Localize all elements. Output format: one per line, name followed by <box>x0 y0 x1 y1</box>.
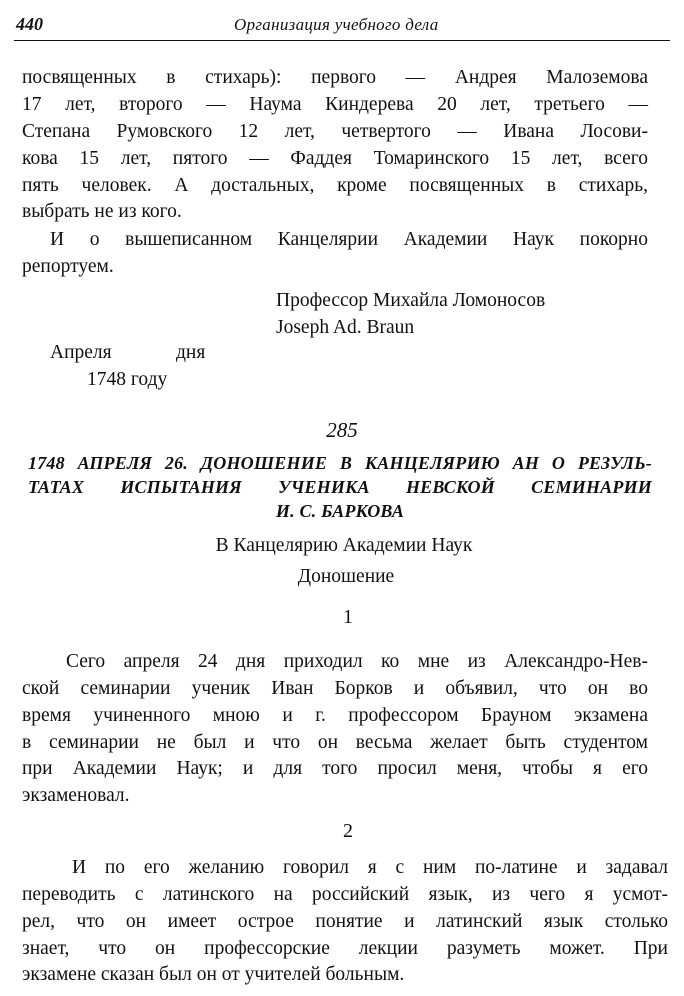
text-line: И по его желанию говорил я с ним по-латине и задавал <box>72 857 668 878</box>
running-header <box>14 10 678 36</box>
section-number: 2 <box>343 820 353 842</box>
text-line: репортуем. <box>22 256 114 277</box>
page-number: 440 <box>16 14 43 34</box>
text-line: переводить с латинского на российский язык, из чего я усмот- <box>22 884 668 905</box>
signature-lomonosov: Профессор Михайла Ломоносов <box>276 290 546 311</box>
document-type: Доношение <box>297 566 395 587</box>
title-line: ТАТАХ ИСПЫТАНИЯ УЧЕНИКА НЕВСКОЙ СЕМИНАРИИ <box>28 477 652 497</box>
addressee: В Канцелярию Академии Наук <box>215 535 473 556</box>
text-line: кова 15 лет, пятого — Фаддея Томаринского 15 лет, всего <box>22 148 648 169</box>
text-line: в семинарии не был и что он весьма желает быть студентом <box>22 732 648 753</box>
text-line: рел, что он имеет острое понятие и латинский язык столько <box>22 911 668 932</box>
text-line: Степана Румовского 12 лет, четвертого — Ивана Лосови- <box>22 121 648 142</box>
text-line: ской семинарии ученик Иван Борков и объявил, что он во <box>22 678 648 699</box>
title-line: 1748 АПРЕЛЯ 26. ДОНОШЕНИЕ В КАНЦЕЛЯРИЮ АН О РЕЗУЛЬ- <box>28 453 652 473</box>
text-line: посвященных в стихарь): первого — Андрея Малоземова <box>22 67 648 88</box>
text-line: выбрать не из кого. <box>22 201 182 222</box>
date-year: 1748 году <box>87 369 168 390</box>
text-line: 17 лет, второго — Наума Киндерева 20 лет, третьего — <box>22 94 648 115</box>
text-line: экзаменовал. <box>22 785 130 806</box>
date-month: Апреля <box>50 342 112 363</box>
text-line: экзамене сказан был он от учителей больным. <box>22 964 405 985</box>
text-line: Сего апреля 24 дня приходил ко мне из Александро-Нев- <box>66 651 648 672</box>
date-day: дня <box>176 342 206 363</box>
text-line: время учиненного мною и г. профессором Брауном экзамена <box>22 705 648 726</box>
document-number: 285 <box>326 418 358 442</box>
text-line: при Академии Наук; и для того просил меня, чтобы я его <box>22 758 648 779</box>
running-title: Организация учебного дела <box>234 15 439 34</box>
section-number: 1 <box>343 606 353 628</box>
text-line: пять человек. А достальных, кроме посвященных в стихарь, <box>22 175 648 196</box>
header-rule <box>14 40 670 41</box>
title-line: И. С. БАРКОВА <box>275 501 405 521</box>
text-line: знает, что он профессорские лекции разуметь может. При <box>22 938 668 959</box>
text-line: И о вышеписанном Канцелярии Академии Наук покорно <box>50 229 648 250</box>
signature-braun: Joseph Ad. Braun <box>276 317 415 338</box>
